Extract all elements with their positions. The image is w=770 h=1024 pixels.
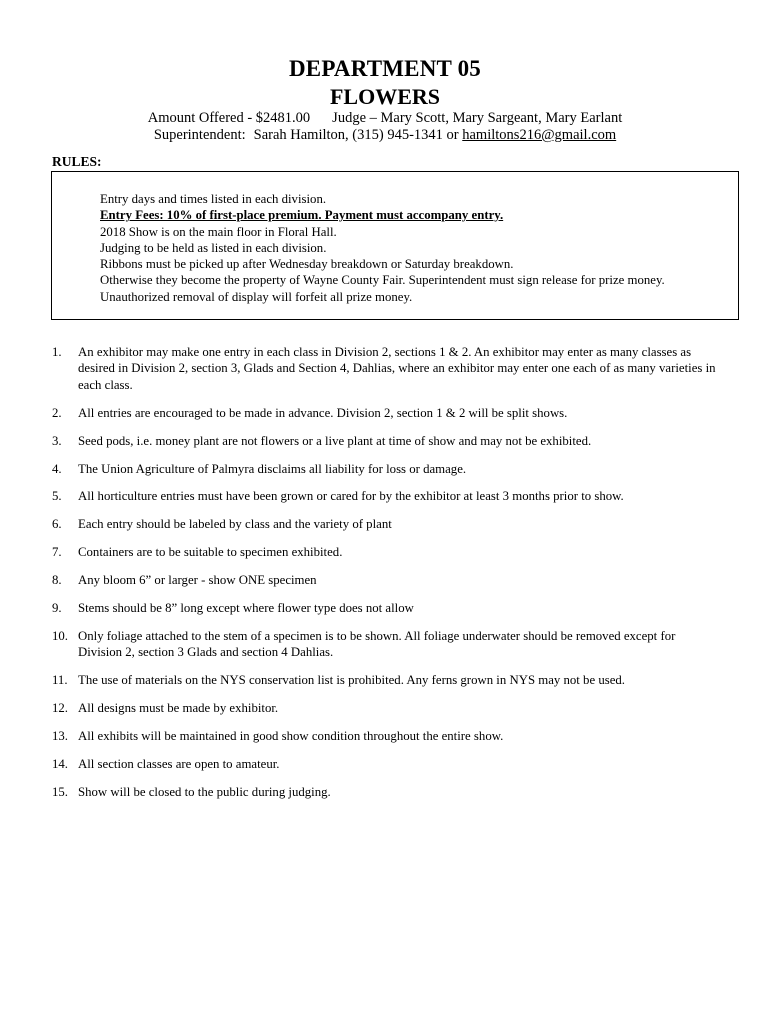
list-item-number: 7. — [52, 545, 62, 560]
list-item-text: An exhibitor may make one entry in each class in Division 2, sections 1 & 2. An exhibitor may enter as many classes as desired in Division 2, section 3, Glads and Section 4, Dahlias, where an exhibitor may enter one each of as many varieties in each class. — [78, 345, 716, 392]
list-item-number: 9. — [52, 601, 62, 616]
list-item — [52, 600, 722, 616]
list-item-number: 1. — [52, 345, 62, 359]
rules-line: Unauthorized removal of display will forfeit all prize money. — [100, 289, 413, 304]
list-item — [52, 461, 722, 477]
list-item-text: The Union Agriculture of Palmyra disclaims all liability for loss or damage. — [78, 461, 467, 476]
list-item — [52, 672, 722, 688]
rules-box-lines — [100, 191, 665, 305]
list-item-number: 15. — [52, 784, 68, 799]
list-item — [52, 572, 722, 588]
list-item-number: 12. — [52, 701, 68, 716]
list-item — [52, 700, 722, 716]
list-item-text: All section classes are open to amateur. — [78, 757, 280, 771]
list-item-text: All designs must be made by exhibitor. — [78, 701, 279, 716]
list-item — [52, 784, 722, 800]
rules-line-entry-fees: Entry Fees: 10% of first-place premium. Payment must accompany entry. — [100, 208, 504, 223]
list-item-text: Seed pods, i.e. money plant are not flowers or a live plant at time of show and may not be exhibited. — [78, 433, 592, 448]
list-item-number: 2. — [52, 405, 62, 420]
list-item-number: 14. — [52, 757, 68, 771]
rules-heading: RULES: — [52, 154, 102, 169]
list-item-text: Only foliage attached to the stem of a specimen is to be shown. All foliage underwater should be removed except for Division 2, section 3 Glads and section 4 Dahlias. — [78, 628, 676, 660]
list-item-text: Containers are to be suitable to specimen exhibited. — [78, 545, 343, 560]
amount-offered: Amount Offered - $2481.00 — [147, 110, 311, 126]
rules-line: Judging to be held as listed in each division. — [100, 240, 327, 255]
rules-line: 2018 Show is on the main floor in Floral Hall. — [100, 224, 337, 239]
list-item — [52, 433, 722, 449]
list-item-number: 4. — [52, 461, 62, 476]
list-item — [52, 488, 722, 504]
list-item — [52, 516, 722, 532]
list-item-text: Each entry should be labeled by class and the variety of plant — [78, 517, 392, 532]
superintendent-line — [0, 127, 770, 144]
list-item-text: All entries are encouraged to be made in advance. Division 2, section 1 & 2 will be split shows. — [78, 405, 568, 420]
rules-line: Ribbons must be picked up after Wednesday breakdown or Saturday breakdown. — [100, 257, 514, 272]
list-item-number: 5. — [52, 489, 62, 504]
list-item-text: All horticulture entries must have been grown or cared for by the exhibitor at least 3 months prior to show. — [78, 489, 624, 504]
list-item-number: 8. — [52, 573, 62, 588]
list-item — [52, 728, 722, 744]
list-item-number: 13. — [52, 729, 68, 744]
list-item-number: 10. — [52, 628, 68, 643]
rules-line: Entry days and times listed in each division. — [100, 192, 327, 206]
list-item — [52, 405, 722, 421]
list-item-text: The use of materials on the NYS conservation list is prohibited. Any ferns grown in NYS may not be used. — [78, 673, 625, 688]
rules-box — [51, 171, 739, 320]
list-item-number: 11. — [52, 673, 68, 688]
superintendent-label: Superintendent: — [153, 127, 246, 143]
list-item-text: Stems should be 8” long except where flower type does not allow — [78, 601, 414, 616]
list-item-text: Show will be closed to the public during judging. — [78, 784, 331, 799]
department-title: DEPARTMENT 05 — [289, 56, 481, 81]
list-item-text: Any bloom 6” or larger - show ONE specimen — [78, 573, 317, 588]
superintendent-email-link[interactable]: hamiltons216@gmail.com — [462, 127, 617, 143]
list-item — [52, 628, 722, 661]
list-item — [52, 544, 722, 560]
list-item-number: 6. — [52, 517, 62, 532]
list-item — [52, 344, 722, 393]
section-title: FLOWERS — [329, 84, 441, 109]
amount-judge-line — [0, 110, 770, 127]
rules-line: Otherwise they become the property of Wayne County Fair. Superintendent must sign release for prize money. — [100, 273, 665, 288]
numbered-rules-list — [52, 344, 722, 812]
judge-names: Judge – Mary Scott, Mary Sargeant, Mary Earlant — [332, 110, 623, 126]
list-item-text: All exhibits will be maintained in good show condition throughout the entire show. — [78, 729, 504, 744]
superintendent-contact: Sarah Hamilton, (315) 945-1341 or — [253, 127, 459, 143]
list-item-number: 3. — [52, 433, 62, 448]
list-item — [52, 756, 722, 772]
